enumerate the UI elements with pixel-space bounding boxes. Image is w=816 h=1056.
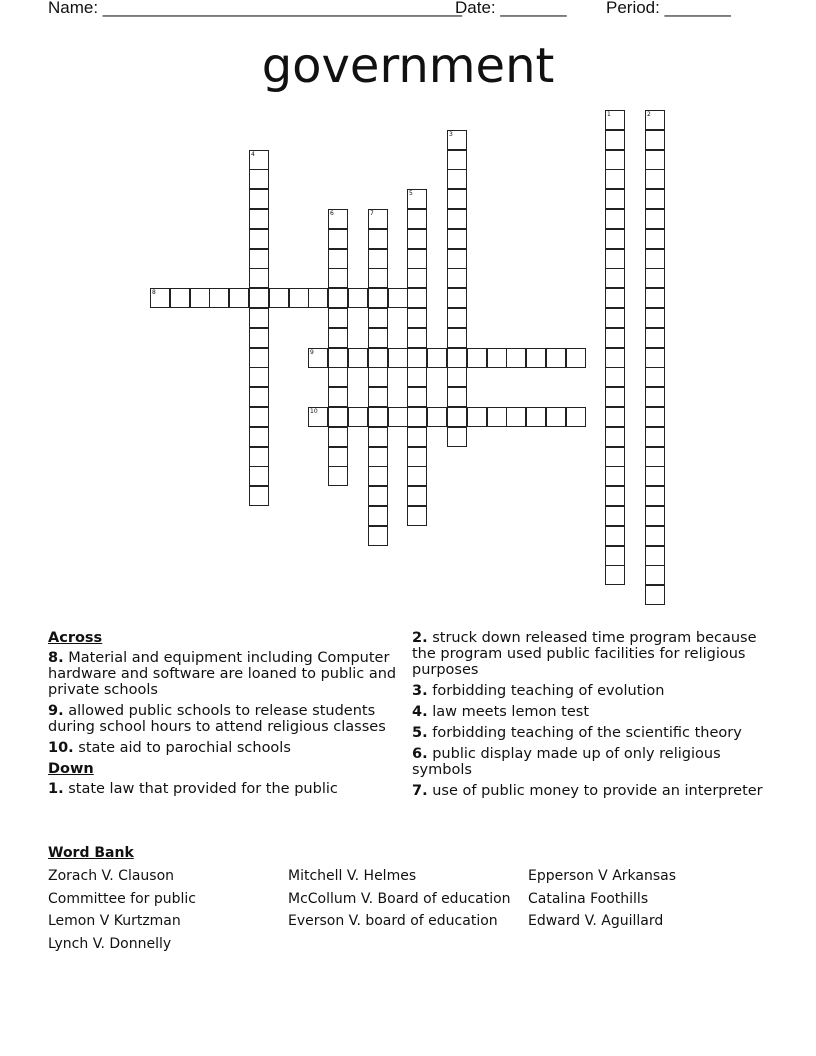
crossword-cell[interactable] xyxy=(249,308,269,328)
crossword-cell[interactable] xyxy=(269,288,289,308)
crossword-cell[interactable] xyxy=(249,328,269,348)
cell-number: 6 xyxy=(330,210,334,217)
crossword-cell[interactable] xyxy=(388,407,408,427)
crossword-cell[interactable] xyxy=(328,288,348,308)
word-bank-item: Catalina Foothills xyxy=(528,891,649,907)
crossword-cell[interactable] xyxy=(368,367,388,387)
crossword-cell[interactable] xyxy=(645,130,665,150)
cell-number: 1 xyxy=(607,111,611,118)
crossword-cell[interactable] xyxy=(328,209,348,229)
crossword-cell[interactable] xyxy=(447,328,467,348)
crossword-cell[interactable] xyxy=(328,447,348,467)
word-bank-item: Lemon V Kurtzman xyxy=(48,913,181,929)
crossword-cell[interactable] xyxy=(249,367,269,387)
clue-down-3: 3. forbidding teaching of evolution xyxy=(412,683,665,699)
crossword-cell[interactable] xyxy=(605,189,625,209)
crossword-cell[interactable] xyxy=(526,407,546,427)
crossword-cell[interactable] xyxy=(328,268,348,288)
cell-number: 8 xyxy=(152,289,156,296)
crossword-cell[interactable] xyxy=(348,348,368,368)
crossword-cell[interactable] xyxy=(645,486,665,506)
crossword-cell[interactable] xyxy=(407,348,427,368)
word-bank-item: Committee for public xyxy=(48,891,196,907)
crossword-cell[interactable] xyxy=(645,546,665,566)
crossword-cell[interactable] xyxy=(447,407,467,427)
crossword-cell[interactable] xyxy=(566,348,586,368)
puzzle-title: government xyxy=(261,38,555,94)
clues-right-column xyxy=(412,630,768,804)
crossword-cell[interactable] xyxy=(407,249,427,269)
crossword-cell[interactable] xyxy=(229,288,249,308)
crossword-cell[interactable] xyxy=(605,150,625,170)
crossword-cell[interactable] xyxy=(645,447,665,467)
crossword-cell[interactable] xyxy=(467,348,487,368)
crossword-cell[interactable] xyxy=(645,585,665,605)
crossword-cell[interactable] xyxy=(605,526,625,546)
cell-number: 5 xyxy=(409,190,413,197)
crossword-cell[interactable] xyxy=(209,288,229,308)
crossword-cell[interactable] xyxy=(427,348,447,368)
crossword-cell[interactable] xyxy=(328,466,348,486)
crossword-cell[interactable] xyxy=(605,447,625,467)
crossword-cell[interactable] xyxy=(368,447,388,467)
crossword-cell[interactable] xyxy=(368,308,388,328)
cell-number: 4 xyxy=(251,151,255,158)
crossword-cell[interactable] xyxy=(645,110,665,130)
crossword-cell[interactable] xyxy=(308,348,328,368)
crossword-cell[interactable] xyxy=(249,150,269,170)
crossword-cell[interactable] xyxy=(447,308,467,328)
name-field[interactable]: Name: ______________________________________ xyxy=(48,0,463,17)
crossword-cell[interactable] xyxy=(407,328,427,348)
crossword-cell[interactable] xyxy=(645,308,665,328)
crossword-cell[interactable] xyxy=(645,249,665,269)
cell-number: 3 xyxy=(449,131,453,138)
crossword-cell[interactable] xyxy=(348,407,368,427)
crossword-cell[interactable] xyxy=(249,209,269,229)
crossword-cell[interactable] xyxy=(605,546,625,566)
crossword-cell[interactable] xyxy=(605,407,625,427)
crossword-cell[interactable] xyxy=(190,288,210,308)
crossword-cell[interactable] xyxy=(328,308,348,328)
crossword-cell[interactable] xyxy=(368,526,388,546)
period-field[interactable]: Period: _______ xyxy=(606,0,731,17)
cell-number: 10 xyxy=(310,408,318,415)
crossword-cell[interactable] xyxy=(506,348,526,368)
crossword-cell[interactable] xyxy=(407,288,427,308)
crossword-cell[interactable] xyxy=(407,486,427,506)
clue-down-1: 1. state law that provided for the public xyxy=(48,781,338,797)
cell-number: 2 xyxy=(647,111,651,118)
crossword-cell[interactable] xyxy=(605,209,625,229)
clues-left-column xyxy=(48,630,406,802)
clue-across-8: 8. Material and equipment including Computer hardware and software are loaned to public and private schools xyxy=(48,650,397,698)
crossword-cell[interactable] xyxy=(605,506,625,526)
crossword-cell[interactable] xyxy=(645,150,665,170)
crossword-cell[interactable] xyxy=(368,427,388,447)
crossword-cell[interactable] xyxy=(407,229,427,249)
word-bank-item: Epperson V Arkansas xyxy=(528,868,677,884)
cell-number: 7 xyxy=(370,210,374,217)
crossword-cell[interactable] xyxy=(249,486,269,506)
down-heading: Down xyxy=(48,761,94,777)
crossword-cell[interactable] xyxy=(546,348,566,368)
crossword-cell[interactable] xyxy=(249,466,269,486)
crossword-cell[interactable] xyxy=(447,427,467,447)
crossword-cell[interactable] xyxy=(328,348,348,368)
crossword-cell[interactable] xyxy=(605,328,625,348)
crossword-cell[interactable] xyxy=(605,466,625,486)
crossword-cell[interactable] xyxy=(407,209,427,229)
crossword-cell[interactable] xyxy=(407,387,427,407)
crossword-cell[interactable] xyxy=(308,288,328,308)
crossword-cell[interactable] xyxy=(249,268,269,288)
crossword-cell[interactable] xyxy=(467,407,487,427)
crossword-cell[interactable] xyxy=(605,367,625,387)
clue-across-10: 10. state aid to parochial schools xyxy=(48,740,291,756)
crossword-cell[interactable] xyxy=(328,249,348,269)
crossword-cell[interactable] xyxy=(368,229,388,249)
crossword-cell[interactable] xyxy=(368,387,388,407)
crossword-cell[interactable] xyxy=(407,189,427,209)
crossword-cell[interactable] xyxy=(289,288,309,308)
crossword-cell[interactable] xyxy=(249,288,269,308)
crossword-cell[interactable] xyxy=(447,189,467,209)
crossword-cell[interactable] xyxy=(407,466,427,486)
word-bank-item: Edward V. Aguillard xyxy=(528,913,664,929)
crossword-cell[interactable] xyxy=(645,189,665,209)
crossword-cell[interactable] xyxy=(645,348,665,368)
crossword-cell[interactable] xyxy=(645,407,665,427)
crossword-cell[interactable] xyxy=(605,110,625,130)
crossword-cell[interactable] xyxy=(645,229,665,249)
word-bank-item: Lynch V. Donnelly xyxy=(48,936,172,952)
crossword-cell[interactable] xyxy=(249,447,269,467)
crossword-cell[interactable] xyxy=(249,229,269,249)
word-bank-item: Everson V. board of education xyxy=(288,913,498,929)
clue-down-2: 2. struck down released time program because the program used public facilities for religious purposes xyxy=(412,630,757,678)
crossword-cell[interactable] xyxy=(447,288,467,308)
crossword-cell[interactable] xyxy=(645,506,665,526)
crossword-cell[interactable] xyxy=(645,526,665,546)
crossword-cell[interactable] xyxy=(328,387,348,407)
cell-number: 9 xyxy=(310,349,314,356)
word-bank-item: McCollum V. Board of education xyxy=(288,891,511,907)
word-bank-heading: Word Bank xyxy=(48,845,134,861)
crossword-cell[interactable] xyxy=(605,565,625,585)
crossword-cell[interactable] xyxy=(605,308,625,328)
crossword-cell[interactable] xyxy=(407,268,427,288)
crossword-cell[interactable] xyxy=(407,427,427,447)
crossword-cell[interactable] xyxy=(328,407,348,427)
crossword-cell[interactable] xyxy=(605,229,625,249)
crossword-cell[interactable] xyxy=(605,486,625,506)
crossword-cell[interactable] xyxy=(605,268,625,288)
crossword-cell[interactable] xyxy=(526,348,546,368)
crossword-cell[interactable] xyxy=(368,466,388,486)
crossword-cell[interactable] xyxy=(447,229,467,249)
crossword-cell[interactable] xyxy=(605,427,625,447)
across-heading: Across xyxy=(48,630,103,646)
crossword-cell[interactable] xyxy=(407,308,427,328)
crossword-cell[interactable] xyxy=(368,328,388,348)
crossword-cell[interactable] xyxy=(368,249,388,269)
clue-down-4: 4. law meets lemon test xyxy=(412,704,590,720)
crossword-cell[interactable] xyxy=(645,387,665,407)
crossword-cell[interactable] xyxy=(407,407,427,427)
crossword-cell[interactable] xyxy=(388,288,408,308)
crossword-cell[interactable] xyxy=(447,387,467,407)
crossword-cell[interactable] xyxy=(249,387,269,407)
crossword-cell[interactable] xyxy=(388,348,408,368)
crossword-cell[interactable] xyxy=(645,466,665,486)
crossword-cell[interactable] xyxy=(308,407,328,427)
crossword-cell[interactable] xyxy=(368,209,388,229)
crossword-cell[interactable] xyxy=(487,348,507,368)
crossword-cell[interactable] xyxy=(645,288,665,308)
crossword-cell[interactable] xyxy=(645,209,665,229)
crossword-cell[interactable] xyxy=(150,288,170,308)
crossword-cell[interactable] xyxy=(368,288,388,308)
crossword-cell[interactable] xyxy=(407,447,427,467)
crossword-cell[interactable] xyxy=(645,328,665,348)
crossword-cell[interactable] xyxy=(645,169,665,189)
crossword-cell[interactable] xyxy=(348,288,368,308)
crossword-cell[interactable] xyxy=(605,288,625,308)
crossword-cell[interactable] xyxy=(447,367,467,387)
crossword-cell[interactable] xyxy=(328,328,348,348)
crossword-cell[interactable] xyxy=(447,150,467,170)
crossword-cell[interactable] xyxy=(605,130,625,150)
crossword-cell[interactable] xyxy=(605,348,625,368)
crossword-cell[interactable] xyxy=(645,268,665,288)
crossword-cell[interactable] xyxy=(447,249,467,269)
crossword-cell[interactable] xyxy=(645,367,665,387)
crossword-cell[interactable] xyxy=(605,387,625,407)
word-bank-item: Mitchell V. Helmes xyxy=(288,868,417,884)
crossword-cell[interactable] xyxy=(605,169,625,189)
crossword-cell[interactable] xyxy=(328,229,348,249)
crossword-cell[interactable] xyxy=(546,407,566,427)
crossword-cell[interactable] xyxy=(447,348,467,368)
crossword-cell[interactable] xyxy=(170,288,190,308)
word-bank-item: Zorach V. Clauson xyxy=(48,868,175,884)
crossword-cell[interactable] xyxy=(249,427,269,447)
crossword-cell[interactable] xyxy=(645,427,665,447)
crossword-cell[interactable] xyxy=(368,486,388,506)
clue-down-5: 5. forbidding teaching of the scientific theory xyxy=(412,725,742,741)
crossword-cell[interactable] xyxy=(368,506,388,526)
crossword-cell[interactable] xyxy=(645,565,665,585)
crossword-cell[interactable] xyxy=(566,407,586,427)
crossword-cell[interactable] xyxy=(368,268,388,288)
crossword-cell[interactable] xyxy=(249,189,269,209)
clue-across-9: 9. allowed public schools to release students during school hours to attend religious classes xyxy=(48,703,386,735)
crossword-cell[interactable] xyxy=(487,407,507,427)
crossword-cell[interactable] xyxy=(328,427,348,447)
crossword-cell[interactable] xyxy=(407,367,427,387)
crossword-cell[interactable] xyxy=(447,209,467,229)
crossword-cell[interactable] xyxy=(249,169,269,189)
crossword-cell[interactable] xyxy=(249,249,269,269)
crossword-cell[interactable] xyxy=(506,407,526,427)
crossword-cell[interactable] xyxy=(447,130,467,150)
crossword-cell[interactable] xyxy=(249,348,269,368)
crossword-cell[interactable] xyxy=(368,407,388,427)
date-field[interactable]: Date: _______ xyxy=(455,0,567,17)
crossword-cell[interactable] xyxy=(328,367,348,387)
crossword-cell[interactable] xyxy=(447,268,467,288)
crossword-cell[interactable] xyxy=(249,407,269,427)
crossword-cell[interactable] xyxy=(605,249,625,269)
crossword-cell[interactable] xyxy=(407,506,427,526)
crossword-cell[interactable] xyxy=(427,407,447,427)
crossword-cell[interactable] xyxy=(447,169,467,189)
clue-down-7: 7. use of public money to provide an interpreter xyxy=(412,783,763,799)
clue-down-6: 6. public display made up of only religious symbols xyxy=(412,746,721,778)
crossword-cell[interactable] xyxy=(368,348,388,368)
